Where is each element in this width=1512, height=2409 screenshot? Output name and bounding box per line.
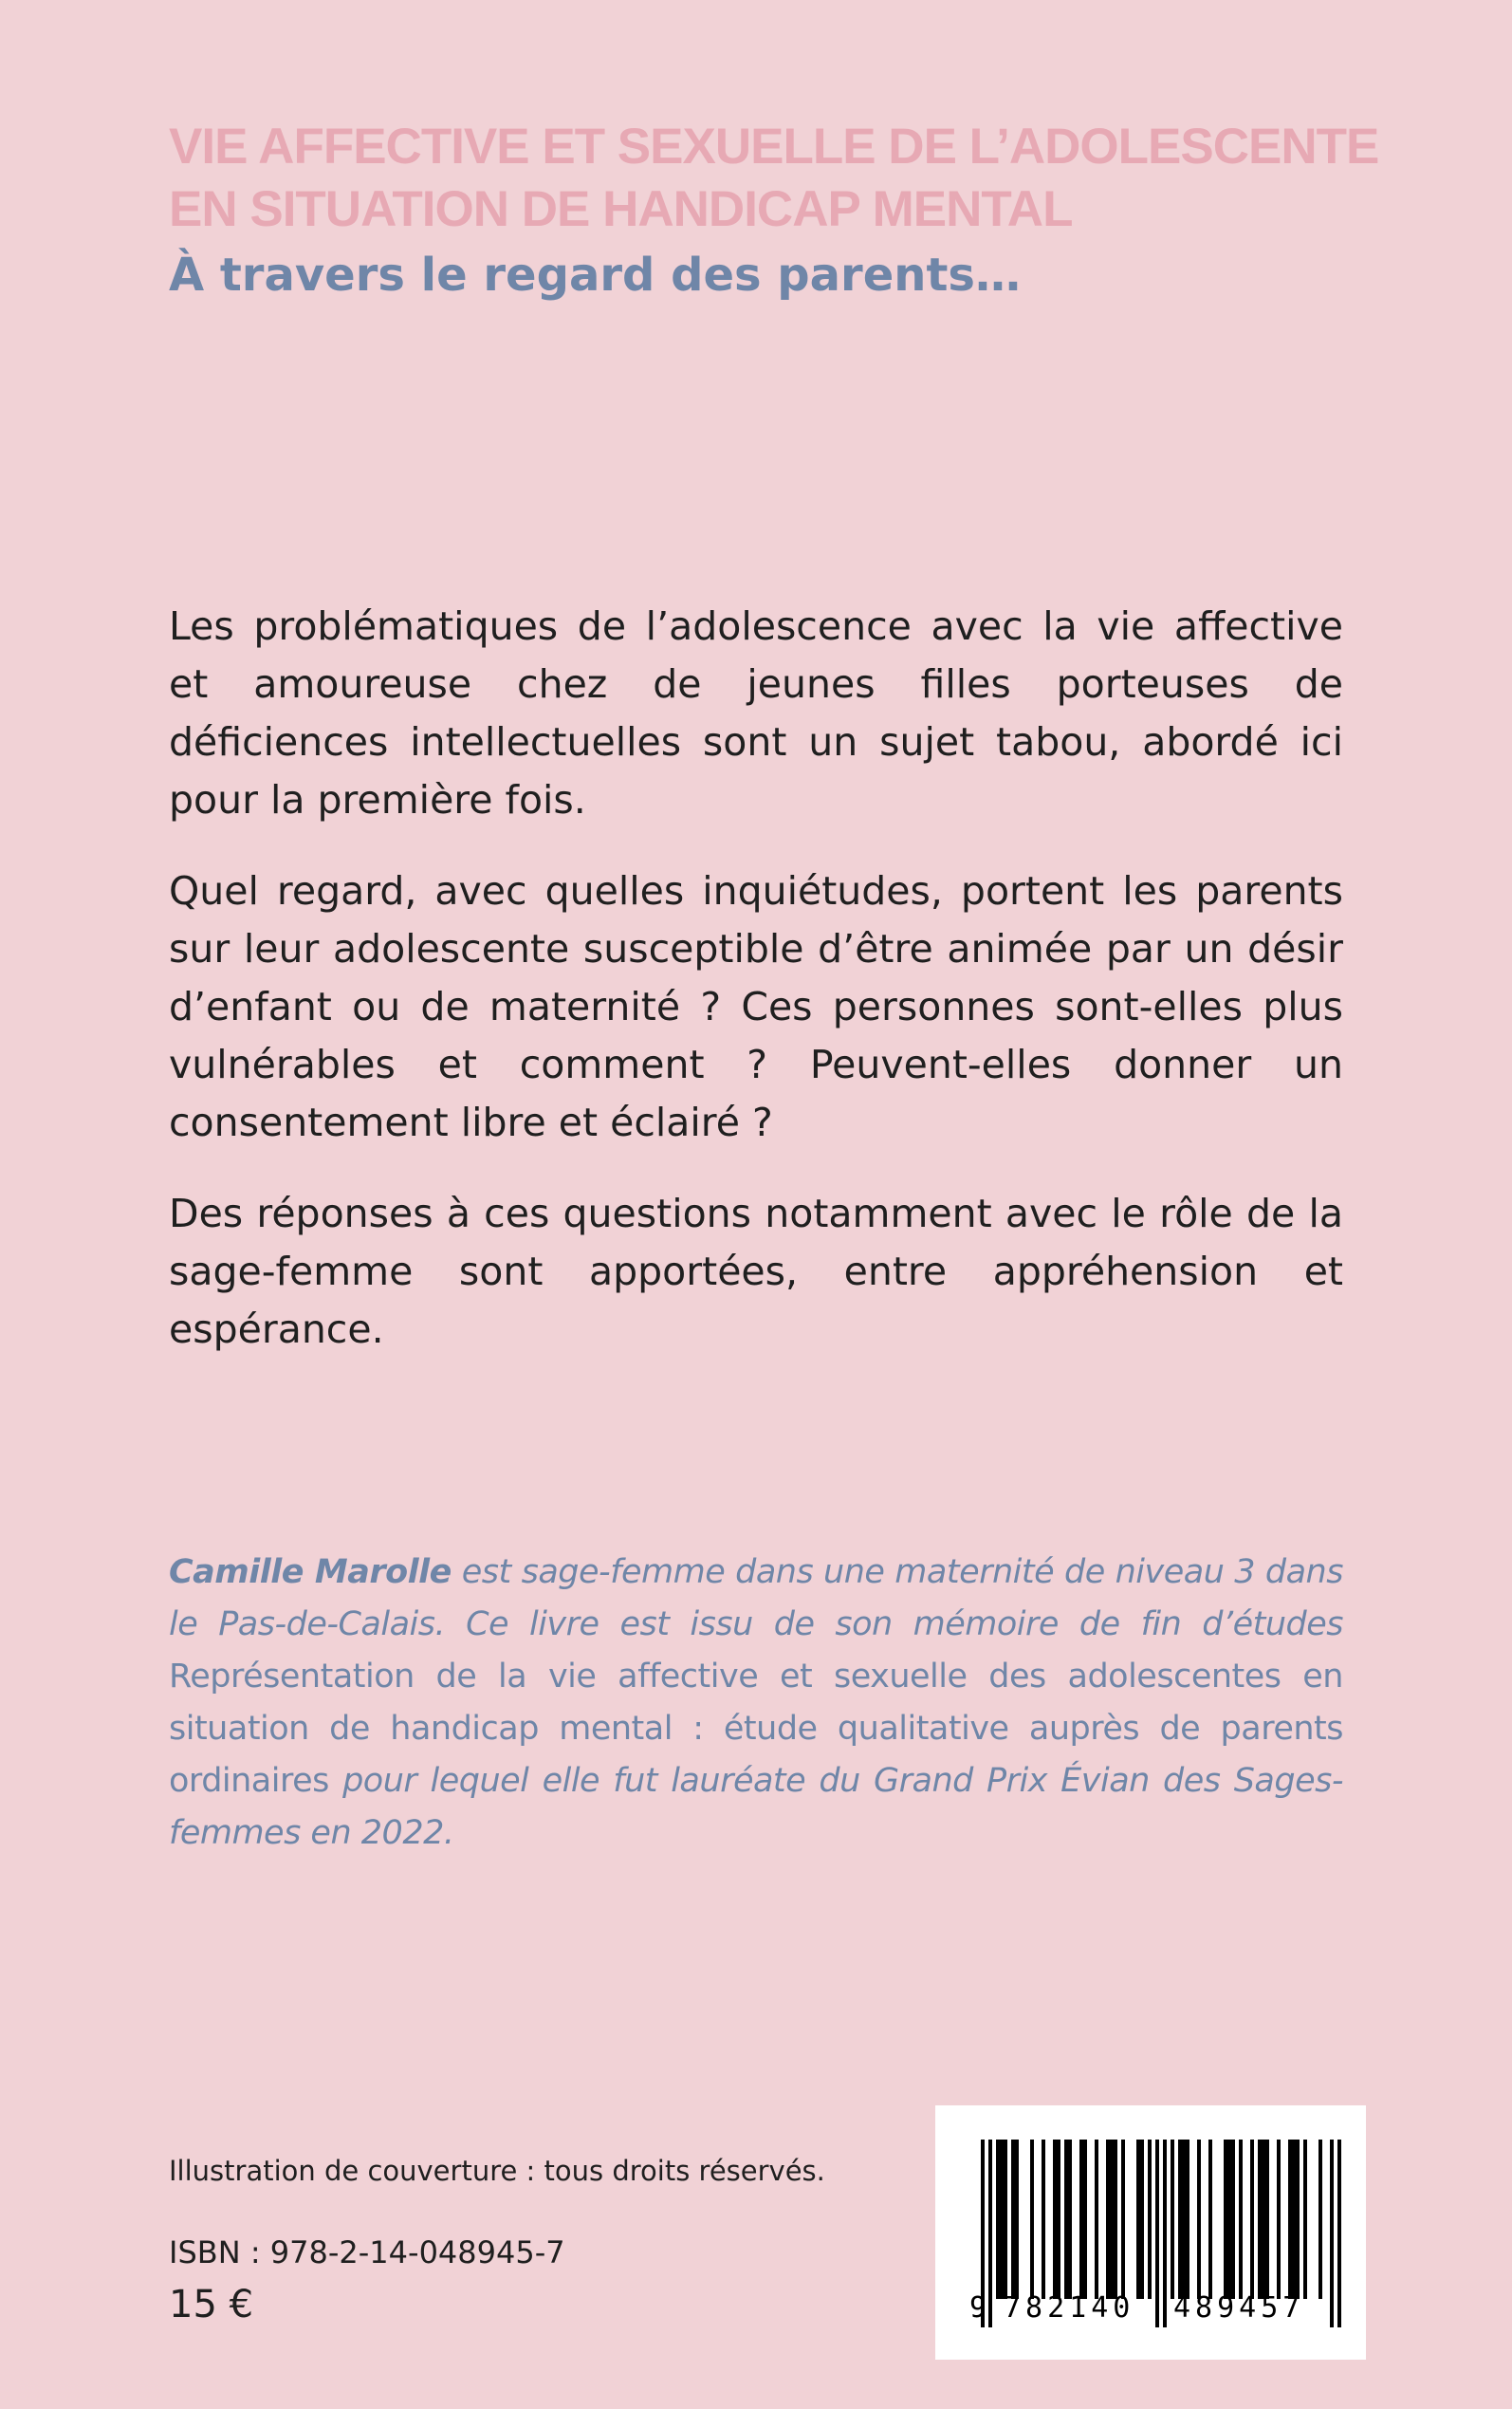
- isbn-number: ISBN : 978-2-14-048945-7: [169, 2234, 565, 2270]
- barcode-bar: [1224, 2140, 1227, 2299]
- barcode-bar: [1178, 2140, 1182, 2299]
- barcode-bar: [1197, 2140, 1201, 2299]
- barcode-bar: [1303, 2140, 1307, 2299]
- barcode-bar: [1140, 2140, 1144, 2299]
- barcode-bar: [1053, 2140, 1057, 2299]
- barcode-bar: [1000, 2140, 1004, 2299]
- title-block: [169, 116, 1379, 306]
- barcode-bar: [1064, 2140, 1068, 2299]
- author-name: Camille Marolle: [169, 1553, 452, 1591]
- book-price: 15 €: [169, 2283, 254, 2326]
- barcode-bar: [1110, 2140, 1114, 2299]
- barcode-bar: [1030, 2140, 1034, 2299]
- barcode-bar: [1262, 2140, 1265, 2299]
- bio-text-part-1: est sage-femme dans une maternité de niveau 3 dans le Pas-de-Calais. Ce livre est issu de son mémoire de fin d’études: [169, 1553, 1343, 1643]
- barcode-bar: [1015, 2140, 1019, 2299]
- book-title-line-1: VIE AFFECTIVE ET SEXUELLE DE L’ADOLESCENTE: [169, 119, 1379, 175]
- barcode-left-group: 782140: [1004, 2291, 1135, 2325]
- barcode-bar: [1227, 2140, 1231, 2299]
- summary-paragraph-1: Les problématiques de l’adolescence avec la vie affective et amoureuse chez de jeunes filles porteuses de déficiences intellectuelles sont un sujet tabou, abordé ici pour la première fois.: [169, 603, 1343, 823]
- barcode-bar: [1208, 2140, 1212, 2299]
- summary-paragraph-2: Quel regard, avec quelles inquiétudes, portent les parents sur leur adolescente susceptible d’être animée par un désir d’enfant ou de maternité ? Ces personnes sont-elles plus vulnérables et comment ? Peuvent-elles donner un consentement libre et éclairé ?: [169, 868, 1343, 1145]
- barcode-bar: [988, 2140, 992, 2327]
- barcode-bar: [1277, 2140, 1281, 2299]
- barcode-bar: [996, 2140, 1000, 2299]
- barcode-bar: [1148, 2140, 1152, 2299]
- barcode-bar: [1330, 2140, 1334, 2327]
- barcode-bar: [1258, 2140, 1262, 2299]
- barcode-bar: [1163, 2140, 1167, 2327]
- barcode-bar: [1011, 2140, 1015, 2299]
- barcode-bar: [1155, 2140, 1159, 2327]
- book-title-line-2: EN SITUATION DE HANDICAP MENTAL: [169, 181, 1073, 237]
- summary-paragraph-3: Des réponses à ces questions notamment avec le rôle de la sage-femme sont apportées, entre appréhension et espérance.: [169, 1191, 1343, 1352]
- barcode-bar: [1296, 2140, 1300, 2299]
- barcode-bar: [1083, 2140, 1087, 2299]
- barcode-bar: [1106, 2140, 1110, 2299]
- barcode-bar: [1186, 2140, 1189, 2299]
- barcode-bar: [1004, 2140, 1007, 2299]
- barcode-bar: [1182, 2140, 1186, 2299]
- barcode-first-digit: 9: [969, 2291, 987, 2325]
- barcode-bar: [1068, 2140, 1072, 2299]
- barcode-bar: [1292, 2140, 1296, 2299]
- barcode-bar: [1239, 2140, 1243, 2299]
- barcode-bar: [1042, 2140, 1045, 2299]
- barcode-bar: [1337, 2140, 1341, 2327]
- barcode-bar: [1057, 2140, 1060, 2299]
- author-bio: [169, 1547, 1343, 1860]
- barcode-bar: [1121, 2140, 1125, 2299]
- book-subtitle: À travers le regard des parents…: [169, 249, 1021, 302]
- barcode-right-group: 489457: [1173, 2291, 1305, 2325]
- barcode-bar: [1171, 2140, 1174, 2299]
- barcode-bar: [1079, 2140, 1083, 2299]
- barcode-bar: [1095, 2140, 1098, 2299]
- barcode-panel: [935, 2105, 1366, 2360]
- barcode-bar: [1136, 2140, 1140, 2299]
- barcode-bar: [1265, 2140, 1269, 2299]
- thesis-title: Représentation de la vie affective et sexuelle des adolescentes en situation de handicap mental : étude qualitative auprès de parents ordinaires: [169, 1658, 1343, 1800]
- bio-text-part-2: pour lequel elle fut lauréate du Grand Prix Évian des Sages-femmes en 2022.: [169, 1762, 1343, 1852]
- illustration-credit: Illustration de couverture : tous droits réservés.: [169, 2155, 825, 2187]
- barcode-bar: [1231, 2140, 1235, 2299]
- barcode-bar: [1250, 2140, 1254, 2299]
- barcode-bar: [1114, 2140, 1117, 2299]
- summary-text: [169, 598, 1343, 1392]
- barcode-bar: [1318, 2140, 1322, 2299]
- barcode-bar: [1288, 2140, 1292, 2299]
